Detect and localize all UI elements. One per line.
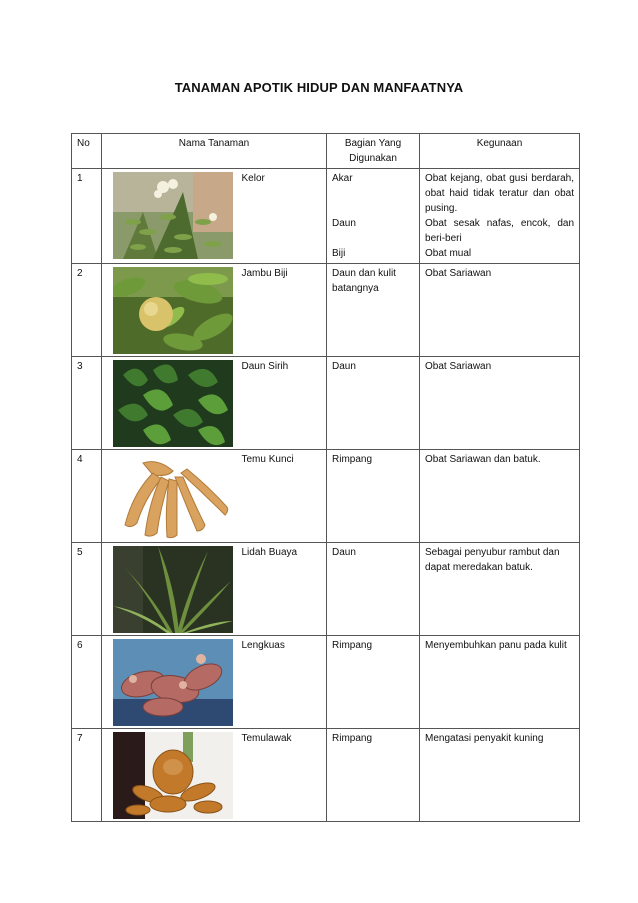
part-used: Daun	[327, 357, 420, 450]
photo-cell	[102, 543, 237, 636]
table-header-row	[72, 134, 580, 169]
fingerroot-rhizome-photo	[113, 453, 233, 540]
page-title: TANAMAN APOTIK HIDUP DAN MANFAATNYA	[174, 80, 464, 95]
usage-text: Obat sesak nafas, encok, dan beri-beri	[425, 218, 575, 244]
betel-leaf-photo	[113, 360, 233, 447]
header-usage: Kegunaan	[420, 134, 580, 169]
part-used: Rimpang	[327, 450, 420, 543]
usage-text: Obat mual	[425, 248, 472, 259]
guava-fruit-photo	[113, 267, 233, 354]
javanese-turmeric-photo	[113, 732, 233, 819]
part-used: Rimpang	[327, 729, 420, 822]
row-number: 5	[72, 543, 102, 636]
usage-text: Obat Sariawan	[420, 357, 580, 450]
part-used: Akar	[332, 173, 353, 184]
part-used: Daun dan kulit batangnya	[327, 264, 420, 357]
usage-text: Obat Sariawan	[420, 264, 580, 357]
photo-cell	[102, 169, 237, 264]
row-number: 4	[72, 450, 102, 543]
galangal-rhizome-photo	[113, 639, 233, 726]
plant-table	[71, 133, 580, 822]
row-number: 2	[72, 264, 102, 357]
usage-cell	[420, 169, 580, 264]
aloe-vera-photo	[113, 546, 233, 633]
usage-text: Obat Sariawan dan batuk.	[420, 450, 580, 543]
table-row	[72, 543, 580, 636]
usage-text: Obat kejang, obat gusi berdarah, obat haid tidak teratur dan obat pusing.	[425, 173, 575, 214]
part-used: Daun	[327, 543, 420, 636]
plant-name: Daun Sirih	[237, 357, 327, 450]
row-number: 3	[72, 357, 102, 450]
plant-name: Temulawak	[237, 729, 327, 822]
table-row	[72, 729, 580, 822]
row-number: 1	[72, 169, 102, 264]
usage-text: Menyembuhkan panu pada kulit	[420, 636, 580, 729]
header-plant-name: Nama Tanaman	[102, 134, 327, 169]
plant-name: Kelor	[237, 169, 327, 264]
row-number: 7	[72, 729, 102, 822]
table-row	[72, 357, 580, 450]
photo-cell	[102, 450, 237, 543]
table-row	[72, 636, 580, 729]
plant-name: Lengkuas	[237, 636, 327, 729]
usage-text: Mengatasi penyakit kuning	[420, 729, 580, 822]
part-used-cell	[327, 169, 420, 264]
photo-cell	[102, 729, 237, 822]
row-number: 6	[72, 636, 102, 729]
plant-name: Temu Kunci	[237, 450, 327, 543]
table-row	[72, 264, 580, 357]
usage-text: Sebagai penyubur rambut dan dapat meredakan batuk.	[420, 543, 580, 636]
part-used: Rimpang	[327, 636, 420, 729]
plant-name: Lidah Buaya	[237, 543, 327, 636]
plant-name: Jambu Biji	[237, 264, 327, 357]
part-used: Daun	[332, 218, 356, 229]
table-row	[72, 450, 580, 543]
header-part-used: Bagian Yang Digunakan	[327, 134, 420, 169]
table-row	[72, 169, 580, 264]
kelor-plant-photo	[113, 172, 233, 259]
photo-cell	[102, 264, 237, 357]
header-no: No	[72, 134, 102, 169]
part-used: Biji	[332, 248, 346, 259]
photo-cell	[102, 636, 237, 729]
photo-cell	[102, 357, 237, 450]
